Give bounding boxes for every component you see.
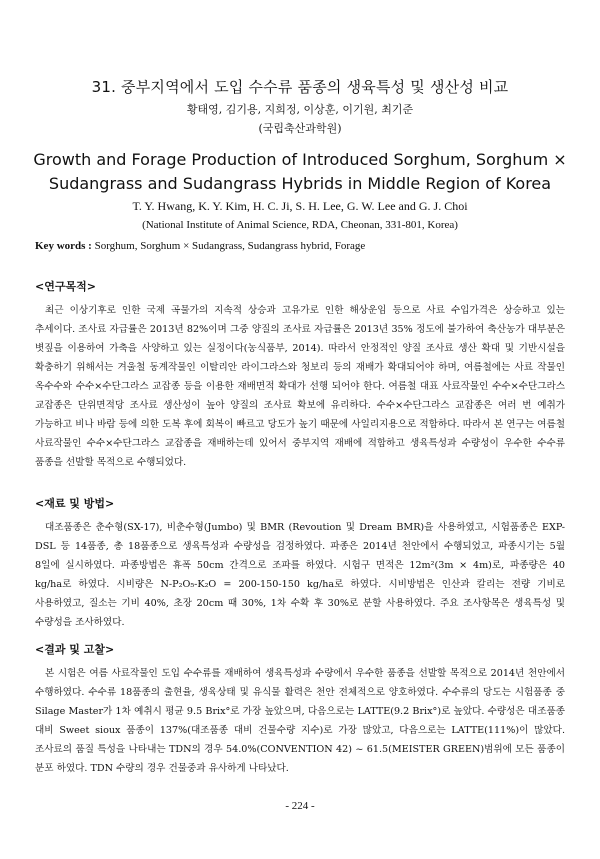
english-title: Growth and Forage Production of Introduced Sorghum, Sorghum × Sudangrass and Sudangrass Hybrids in Middle Region of Korea xyxy=(33,150,567,193)
section-heading: <결과 및 고찰> xyxy=(35,643,115,656)
keywords-text: Sorghum, Sorghum × Sudangrass, Sudangrass hybrid, Forage xyxy=(91,240,366,252)
section-results xyxy=(35,641,565,778)
korean-affiliation: (국립축산과학원) xyxy=(258,122,342,135)
section-heading: <연구목적> xyxy=(35,280,96,293)
english-affiliation: (National Institute of Animal Science, RDA, Cheonan, 331-801, Korea) xyxy=(142,219,458,231)
section-body: 최근 이상기후로 인한 국제 곡물가의 지속적 상승과 고유가로 인한 해상운임 등으로 사료 수입가격은 상승하고 있는 추세이다. 조사료 자급률은 2013년 82%이며 그중 양질의 조사료 자급률은 2013년 35% 정도에 불가하여 축산농가 대부분은 볏짚을 이용하여 가축을 사양하고 있는 실정이다(농식품부, 2014). 따라서 안정적인 양질 조사료 생산 확대 및 기반시설을 확충하기 위해서는 겨울철 동계작물인 이탈리안 라이그라스와 청보리 등의 재배가 확대되어야 하며, 여름철에는 사료 작물인 옥수수와 수수×수단그라스 교잡종 등을 이용한 재배면적 확대가 선행 되어야 한다. 여름철 대표 사료작물인 수수×수단그라스 교잡종은 단위면적당 조사료 생산성이 높아 양질의 조사료 확보에 유리하다. 수수×수단그라스 교잡종은 여러 번 예취가 가능하고 비나 바람 등에 의한 도복 후에 회복이 빠르고 당도가 높기 때문에 사일리지용으로 적합하다. 따라서 본 연구는 여름철 사료작물인 수수×수단그라스 교잡종을 재배하는데 있어서 중부지역 재배에 적합하고 생육특성과 수량성이 우수한 수수류 품종을 선발할 목적으로 수행되었다. xyxy=(35,305,565,468)
keywords xyxy=(35,240,565,252)
english-authors: T. Y. Hwang, K. Y. Kim, H. C. Ji, S. H. Lee, G. W. Lee and G. J. Choi xyxy=(132,199,468,213)
section-heading: <재료 및 방법> xyxy=(35,497,115,510)
section-body: 본 시험은 여름 사료작물인 도입 수수류를 재배하여 생육특성과 수량에서 우수한 품종을 선발할 목적으로 2014년 천안에서 수행하였다. 수수류 18품종의 출현율, 생육상태 및 유식물 활력은 천안 전체적으로 양호하였다. 수수류의 당도는 시험품종 중 Silage Master가 1차 예취시 평균 9.5 Brix°로 가장 높았으며, 다음으로는 LATTE(9.2 Brix°)로 높았다. 수량성은 대조품종 대비 Sweet sioux 품종이 137%(대조품종 대비 건물수량 지수)로 가장 많았고, 다음으로는 LATTE(111%)이 많았다. 조사료의 품질 특성을 나타내는 TDN의 경우 54.0%(CONVENTION 42) ~ 61.5(MEISTER GREEN)범위에 모든 품종이 분포 하였다. TDN 수량의 경우 건물중과 유사하게 나타났다. xyxy=(35,668,565,774)
keywords-label: Key words : xyxy=(35,240,92,252)
page-number: - 224 - xyxy=(285,800,315,812)
section-purpose xyxy=(35,278,565,472)
korean-authors: 황태영, 김기용, 지희정, 이상훈, 이기원, 최기준 xyxy=(186,103,414,116)
korean-title: 31. 중부지역에서 도입 수수류 품종의 생육특성 및 생산성 비교 xyxy=(91,78,509,96)
section-methods xyxy=(35,495,565,632)
section-body: 대조품종은 춘수형(SX-17), 비춘수형(Jumbo) 및 BMR (Revoution 및 Dream BMR)을 사용하였고, 시험품종은 EXP-DSL 등 14품종, 총 18품종으로 생육특성과 수량성을 검정하였다. 파종은 2014년 천안에서 수행되었고, 파종시기는 5월 8일에 실시하였다. 파종방법은 휴폭 50cm 간격으로 조파를 하였다. 시험구 면적은 12m²(3m × 4m)로, 파종량은 40 kg/ha로 하였다. 시비량은 N-P₂O₅-K₂O = 200-150-150 kg/ha로 하였다. 시비방법은 인산과 칼리는 전량 기비로 사용하였고, 질소는 기비 40%, 초장 20cm 때 30%, 1차 수확 후 30%로 분할 사용하였다. 주요 조사항목은 생육특성 및 수량성을 조사하였다. xyxy=(35,522,565,628)
